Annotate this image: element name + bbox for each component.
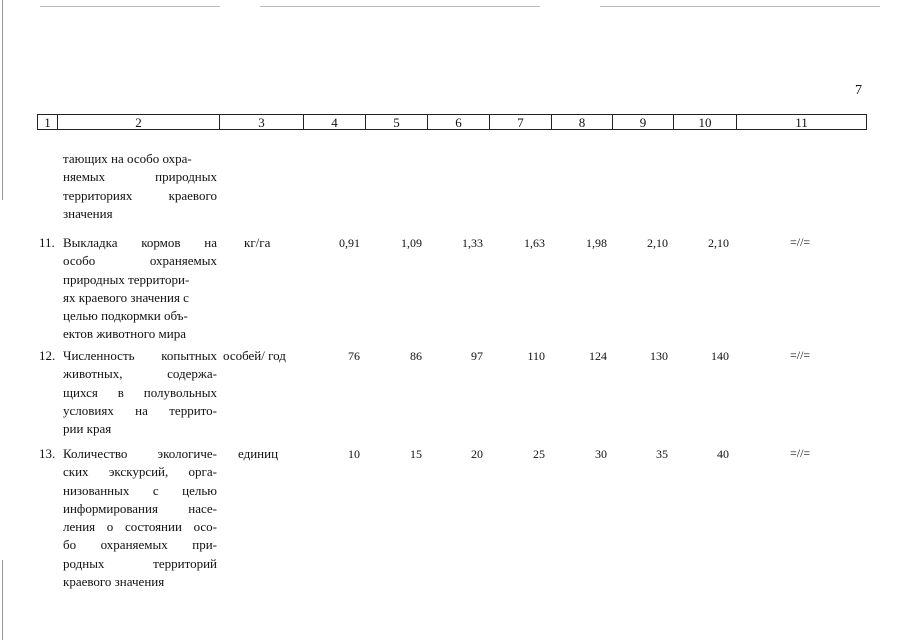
- row-description: [63, 347, 217, 438]
- header-cell: 9: [613, 115, 674, 129]
- scan-edge-line: [2, 0, 3, 200]
- value-cell: 124: [589, 349, 607, 363]
- text-line: условиях на террито-: [63, 402, 217, 418]
- scan-edge-line: [2, 560, 3, 640]
- value-cell: 30: [595, 447, 607, 461]
- value-cell: 1,09: [401, 236, 422, 250]
- value-cell: 20: [471, 447, 483, 461]
- header-cell: 1: [38, 115, 58, 129]
- header-cell: 8: [552, 115, 613, 129]
- unit-cell: особей/ год: [223, 348, 286, 363]
- value-cell: 1,98: [586, 236, 607, 250]
- row-description: [63, 234, 217, 344]
- header-cell: 5: [366, 115, 428, 129]
- value-cell: 97: [471, 349, 483, 363]
- text-line: ления о состоянии осо-: [63, 519, 217, 535]
- value-cell: 140: [711, 349, 729, 363]
- text-line: Количество экологиче-: [63, 446, 217, 461]
- text-line: Численность копытных: [63, 348, 217, 363]
- text-line: природных территори-: [63, 271, 190, 287]
- source-cell: =//=: [790, 235, 811, 249]
- value-cell: 2,10: [647, 236, 668, 250]
- value-cell: 2,10: [708, 236, 729, 250]
- unit-cell: кг/га: [244, 235, 271, 250]
- text-line: родных территорий: [63, 555, 217, 571]
- text-line: целью подкормки объ-: [63, 308, 188, 324]
- scan-edge-line: [600, 6, 880, 7]
- source-cell: =//=: [790, 446, 811, 460]
- row-number: 13.: [39, 446, 56, 461]
- text-line: ских экскурсий, орга-: [63, 464, 217, 480]
- text-line: Выкладка кормов на: [63, 235, 217, 250]
- value-cell: 76: [348, 349, 360, 363]
- text-line: няемых природных: [63, 169, 217, 185]
- value-cell: 15: [410, 447, 422, 461]
- row-description: [63, 445, 217, 591]
- header-cell: 4: [304, 115, 366, 129]
- scan-edge-line: [40, 6, 220, 7]
- value-cell: 110: [527, 349, 545, 363]
- value-cell: 25: [533, 447, 545, 461]
- text-line: особо охраняемых: [63, 253, 217, 269]
- header-cell: 7: [490, 115, 552, 129]
- value-cell: 40: [717, 447, 729, 461]
- header-cell: 6: [428, 115, 490, 129]
- row-number: 11.: [39, 235, 55, 250]
- header-cell: 2: [58, 115, 220, 129]
- value-cell: 130: [650, 349, 668, 363]
- continuation-text: [63, 150, 217, 223]
- text-line: информирования насе-: [63, 500, 217, 516]
- text-line: тающих на особо охра-: [63, 151, 192, 166]
- text-line: бо охраняемых при-: [63, 537, 217, 553]
- table-header-row: [37, 114, 867, 130]
- value-cell: 86: [410, 349, 422, 363]
- row-number: 12.: [39, 348, 56, 363]
- text-line: щихся в полувольных: [63, 384, 217, 400]
- header-cell: 3: [220, 115, 304, 129]
- text-line: низованных с целью: [63, 482, 217, 498]
- value-cell: 35: [656, 447, 668, 461]
- text-line: значения: [63, 205, 113, 221]
- scan-edge-line: [260, 6, 540, 7]
- value-cell: 10: [348, 447, 360, 461]
- text-line: территориях краевого: [63, 187, 217, 203]
- text-line: рии края: [63, 421, 112, 437]
- text-line: ях краевого значения с: [63, 289, 189, 305]
- unit-cell: единиц: [238, 446, 279, 461]
- text-line: животных, содержа-: [63, 366, 217, 382]
- page-number: 7: [855, 83, 862, 98]
- text-line: краевого значения: [63, 574, 165, 590]
- value-cell: 1,33: [462, 236, 483, 250]
- header-cell: 11: [795, 115, 808, 130]
- value-cell: 0,91: [339, 236, 360, 250]
- text-line: ектов животного мира: [63, 326, 186, 342]
- header-cell: 10: [674, 115, 737, 129]
- source-cell: =//=: [790, 348, 811, 362]
- value-cell: 1,63: [524, 236, 545, 250]
